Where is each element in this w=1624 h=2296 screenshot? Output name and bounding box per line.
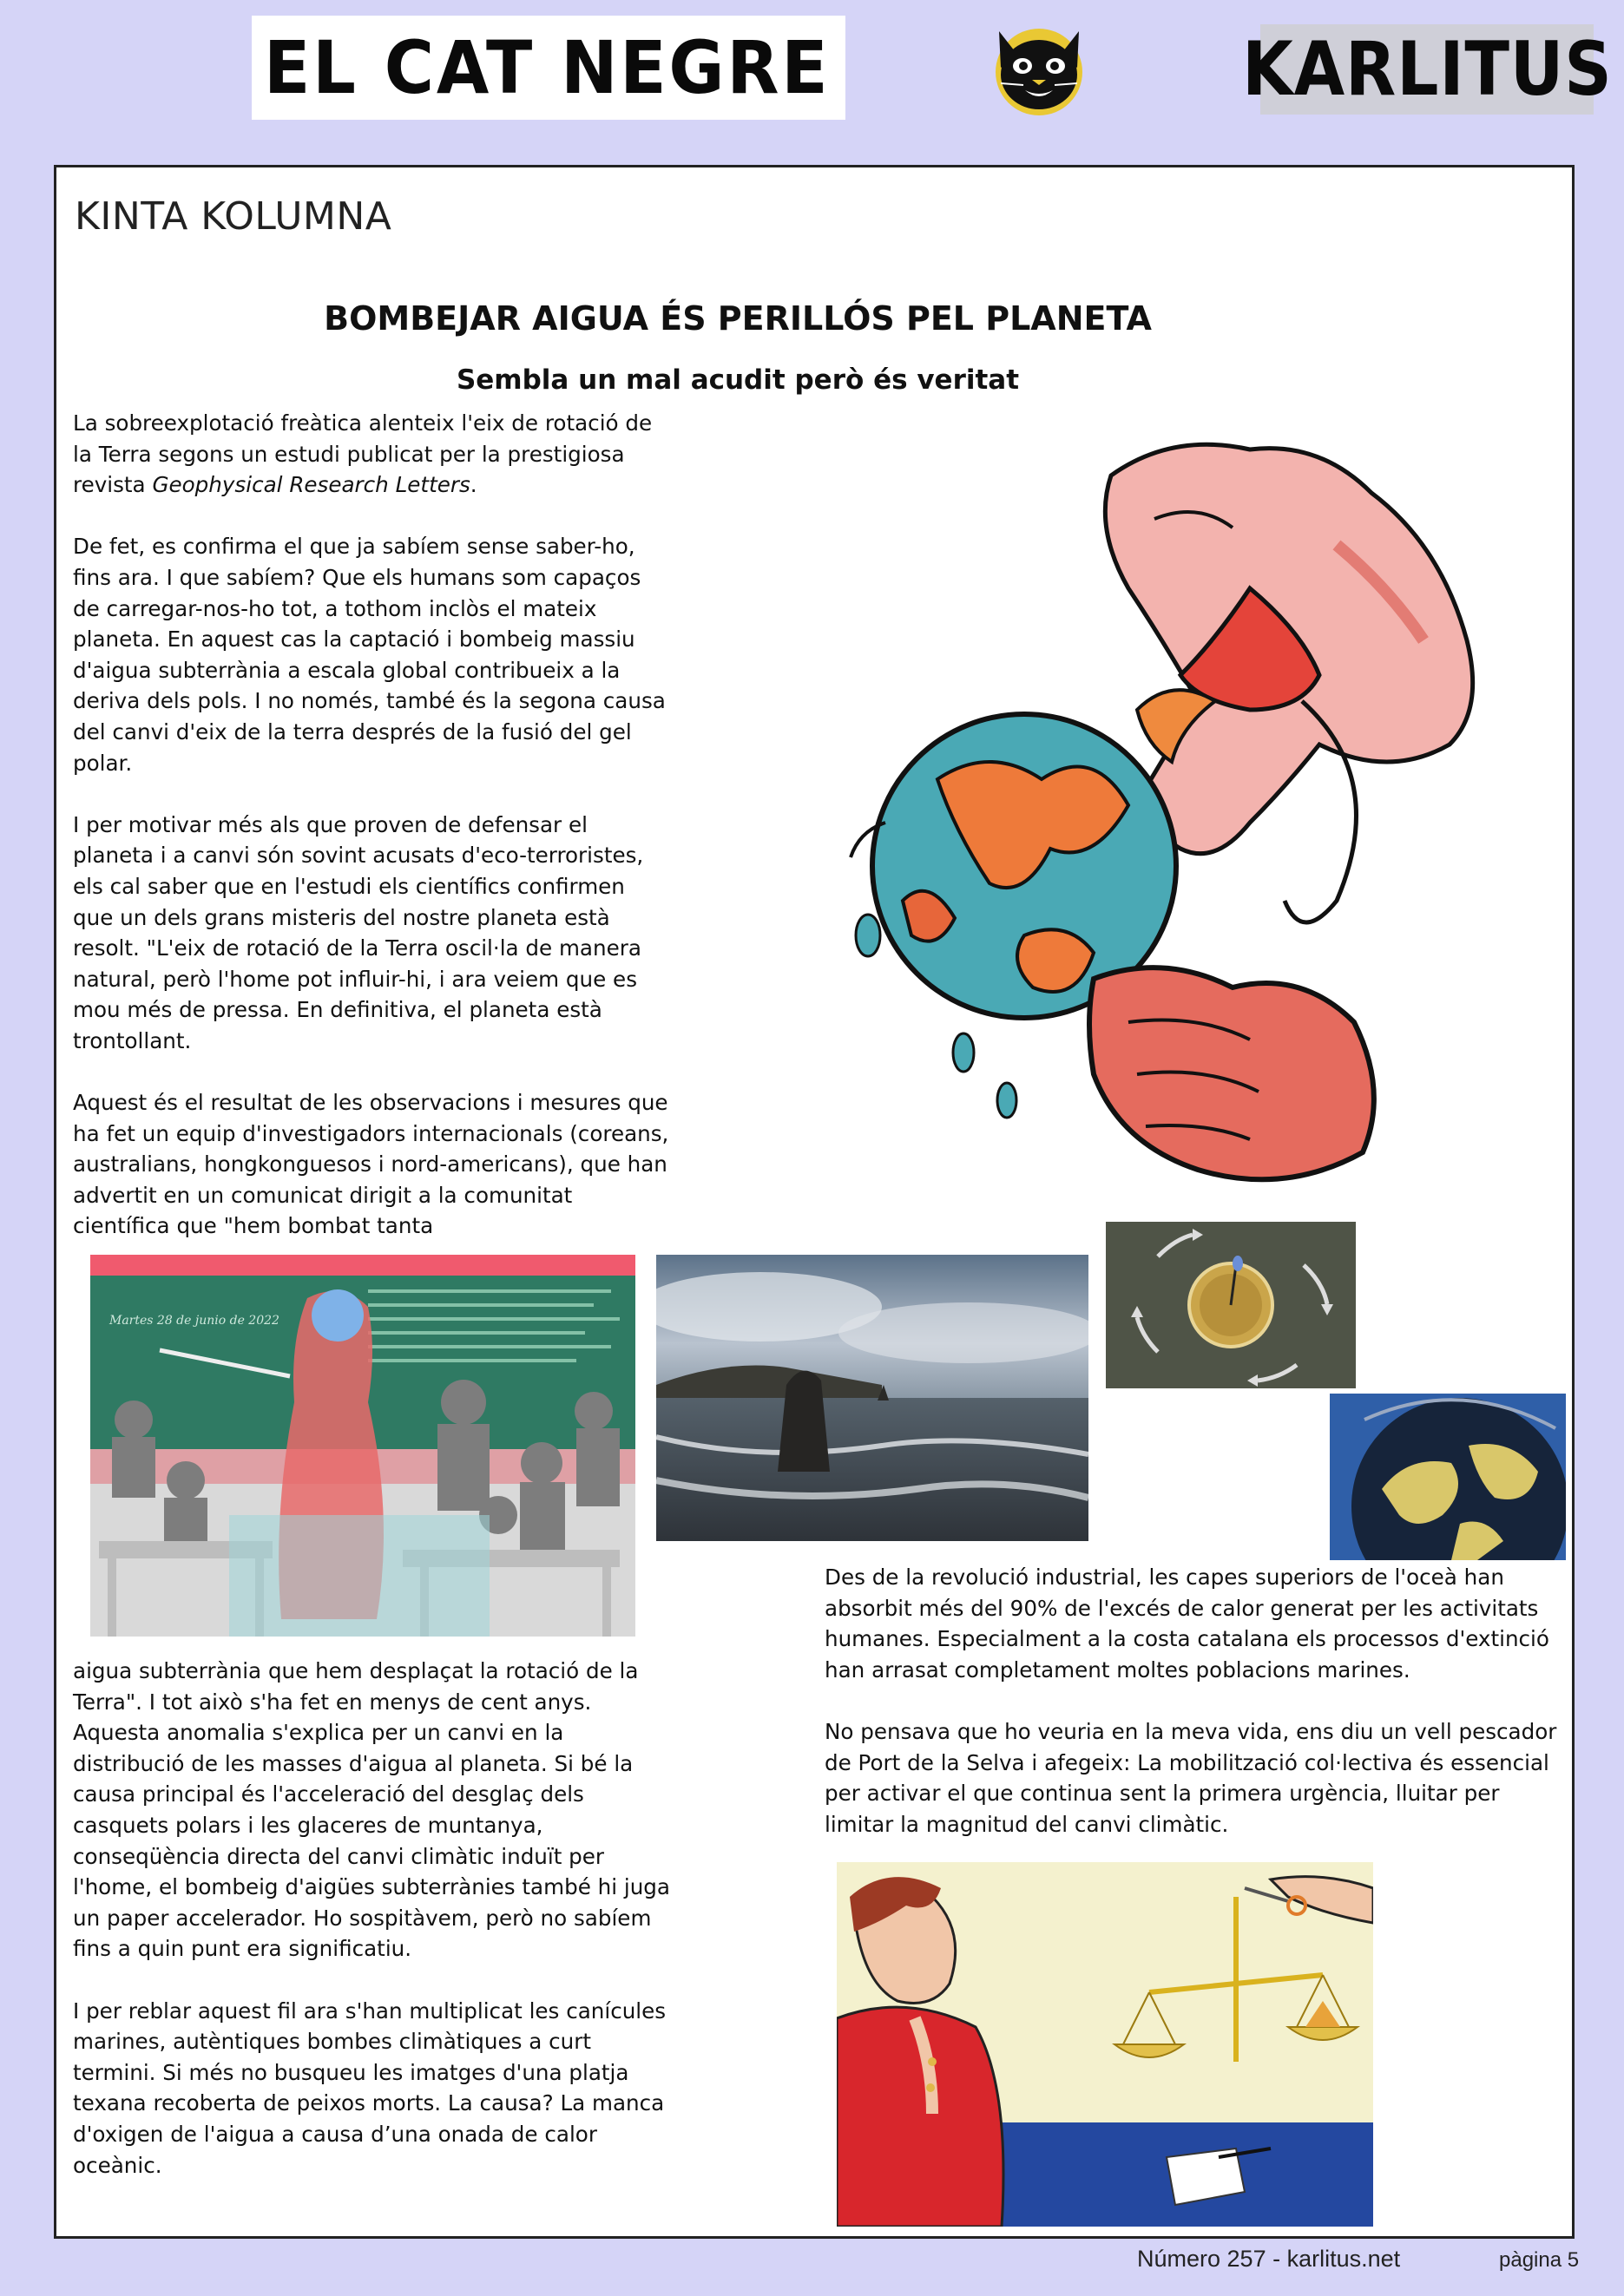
article-headline: BOMBEJAR AIGUA ÉS PERILLÓS PEL PLANETA: [324, 299, 1152, 338]
article-column-1: [73, 408, 672, 1242]
karlitus-logo: [1241, 24, 1613, 115]
paragraph: De fet, es confirma el que ja sabíem sense saber-ho, fins ara. I que sabíem? Que els humans som capaços de carregar-nos-ho tot, a tothom inclòs el mateix planeta. En aquest cas la captació i bombeig massiu d'aigua subterrània a escala global contribueix a la deriva dels pols. I no només, també és la segona causa del canvi d'eix de la terra després de la fusió del gel polar.: [73, 534, 666, 776]
paragraph: I per reblar aquest fil ara s'han multiplicat les canícules marines, autèntiques bombes climàtiques a curt termini. Si més no busqueu les imatges d'una platja texana recoberta de peixos morts. La causa? La manca d'oxigen de l'aigua a causa d’una onada de calor oceànic.: [73, 1998, 667, 2178]
paragraph: No pensava que ho veuria en la meva vida, ens diu un vell pescador de Port de la Selva i afegeix: La mobilització col·lectiva és essencial per activar el que continua sent la primera urgència, lluitar per limitar la magnitud del canvi climàtic.: [825, 1718, 1557, 1837]
article-column-2: [73, 1656, 672, 2181]
classroom-collage-photo: [90, 1255, 635, 1637]
article-subheadline: Sembla un mal acudit però és veritat: [456, 364, 1020, 396]
article-column-3: [825, 1562, 1562, 1840]
paragraph: Aquest és el resultat de les observacions i mesures que ha fet un equip d'investigadors internacionals (coreans, australians, hongkonguesos i nord-americans), que han advertit en un comunicat dirigit a la comunitat científica que "hem bombat tanta: [73, 1090, 669, 1239]
page-number: pàgina 5: [1499, 2248, 1580, 2272]
black-cat-icon: [983, 23, 1095, 118]
el-cat-negre-logo: [252, 16, 845, 120]
paragraph: aigua subterrània que hem desplaçat la rotació de la Terra". I tot això s'ha fet en menys de cent anys. Aquesta anomalia s'explica per un canvi en la distribució de les masses d'aigua al planeta. Si bé la causa principal és l'acceleració del desglaç dels casquets polars i les glaceres de muntanya, conseqüència directa del canvi climàtic induït per l'home, el bombeig d'aigües subterrànies també hi juga un paper accelerador. Ho sospitàvem, però no sabíem fins a quin punt era significatiu.: [73, 1658, 670, 1962]
paragraph: I per motivar més als que proven de defensar el planeta i a canvi són sovint acusats d'eco-terroristes, els cal saber que en l'estudi els científics confirmen que un dels grans misteris del nostre planeta està resolt. "L'eix de rotació de la Terra oscil·la de manera natural, però l'home pot influir-hi, i ara veiem que es mou més de pressa. En definitiva, el planeta està trontollant.: [73, 811, 644, 1053]
paragraph: Des de la revolució industrial, les capes superiors de l'oceà han absorbit més del 90% de l'excés de calor generat per les activitats humanes. Especialment a la costa catalana els processos d'extinció han arrasat completament moltes poblacions marines.: [825, 1565, 1549, 1683]
globe-photo: [1330, 1394, 1566, 1560]
board-date-text: Martes 28 de junio de 2022: [109, 1314, 279, 1328]
sea-stack-seascape-photo: [656, 1255, 1088, 1541]
justice-scales-illustration: [837, 1862, 1373, 2227]
paragraph: La sobreexplotació freàtica alenteix l'eix de rotació de la Terra segons un estudi publicat per la prestigiosa revista Geophysical Research Letters.: [73, 410, 653, 498]
logo-left-text: EL CAT NEGRE: [264, 25, 831, 110]
logo-right-text: KARLITUS: [1241, 26, 1613, 113]
rotation-dial-photo: [1106, 1222, 1356, 1388]
section-label: KINTA KOLUMNA: [75, 194, 392, 239]
issue-number: Número 257 - karlitus.net: [1137, 2246, 1401, 2272]
journal-name: Geophysical Research Letters: [152, 472, 470, 498]
cartoon-squeezed-globe-illustration: [764, 415, 1510, 1213]
